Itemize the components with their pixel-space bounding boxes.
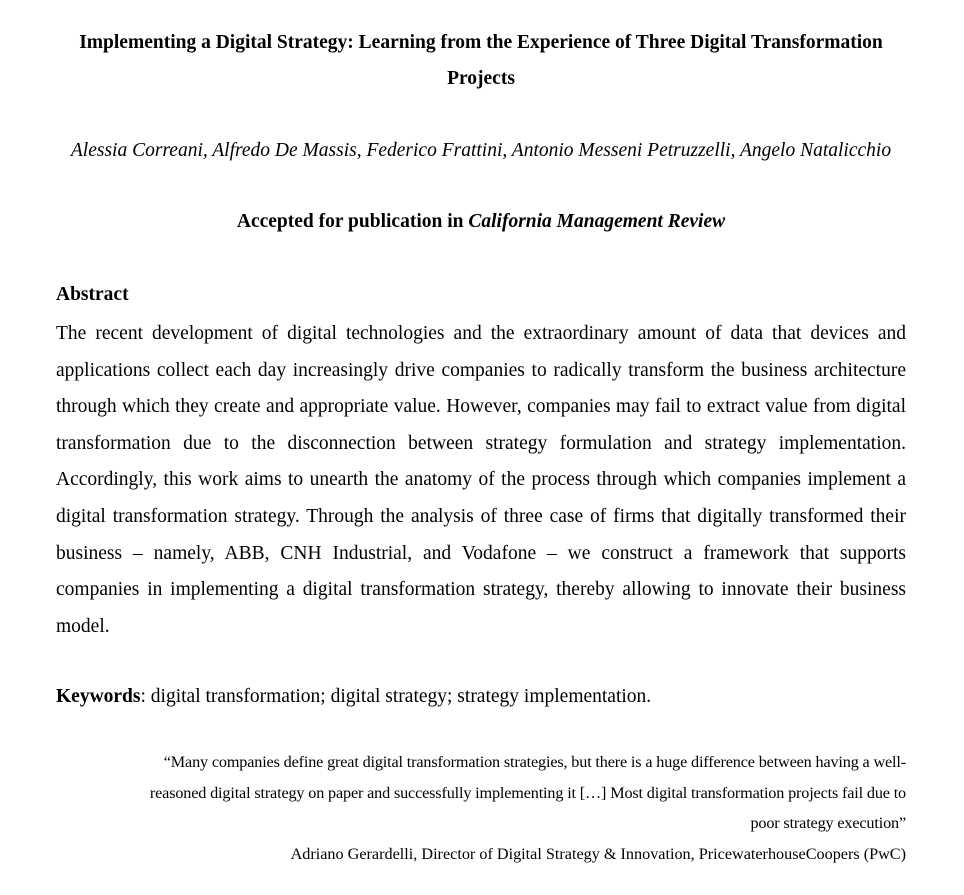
keywords-text: : digital transformation; digital strategy; strategy implementation. xyxy=(140,686,652,707)
author-list: Alessia Correani, Alfredo De Massis, Federico Frattini, Antonio Messeni Petruzzelli, Angelo Natalicchio xyxy=(70,140,892,161)
journal-name: California Management Review xyxy=(468,211,726,232)
quote-line: reasoned digital strategy on paper and successfully implementing it […] Most digital transformation projects fail due to xyxy=(149,783,906,802)
publication-note xyxy=(56,208,906,236)
paper-title: Implementing a Digital Strategy: Learning from the Experience of Three Digital Transformation Projects xyxy=(79,32,883,89)
keywords-line xyxy=(56,683,906,711)
quote-attribution: Adriano Gerardelli, Director of Digital Strategy & Innovation, PricewaterhouseCoopers (PwC) xyxy=(290,845,906,863)
epigraph-quote xyxy=(56,747,906,839)
keywords-label: Keywords xyxy=(56,686,141,707)
quote-line: poor strategy execution” xyxy=(750,814,906,832)
abstract-text: The recent development of digital technologies and the extraordinary amount of data that devices and applications collect each day increasingly drive companies to radically transform the business architecture through which they create and appropriate value. However, companies may fail to extract value from digital transformation due to the disconnection between strategy formulation and strategy implementation. Accordingly, this work aims to unearth the anatomy of the process through which companies implement a digital transformation strategy. Through the analysis of three case of firms that digitally transformed their business – namely, ABB, CNH Industrial, and Vodafone – we construct a framework that supports companies in implementing a digital transformation strategy, thereby allowing to innovate their business model. xyxy=(56,323,906,637)
publication-note-prefix: Accepted for publication in xyxy=(236,211,469,232)
abstract-heading: Abstract xyxy=(56,284,129,305)
quote-line: “Many companies define great digital transformation strategies, but there is a huge difference between having a well- xyxy=(163,753,906,771)
